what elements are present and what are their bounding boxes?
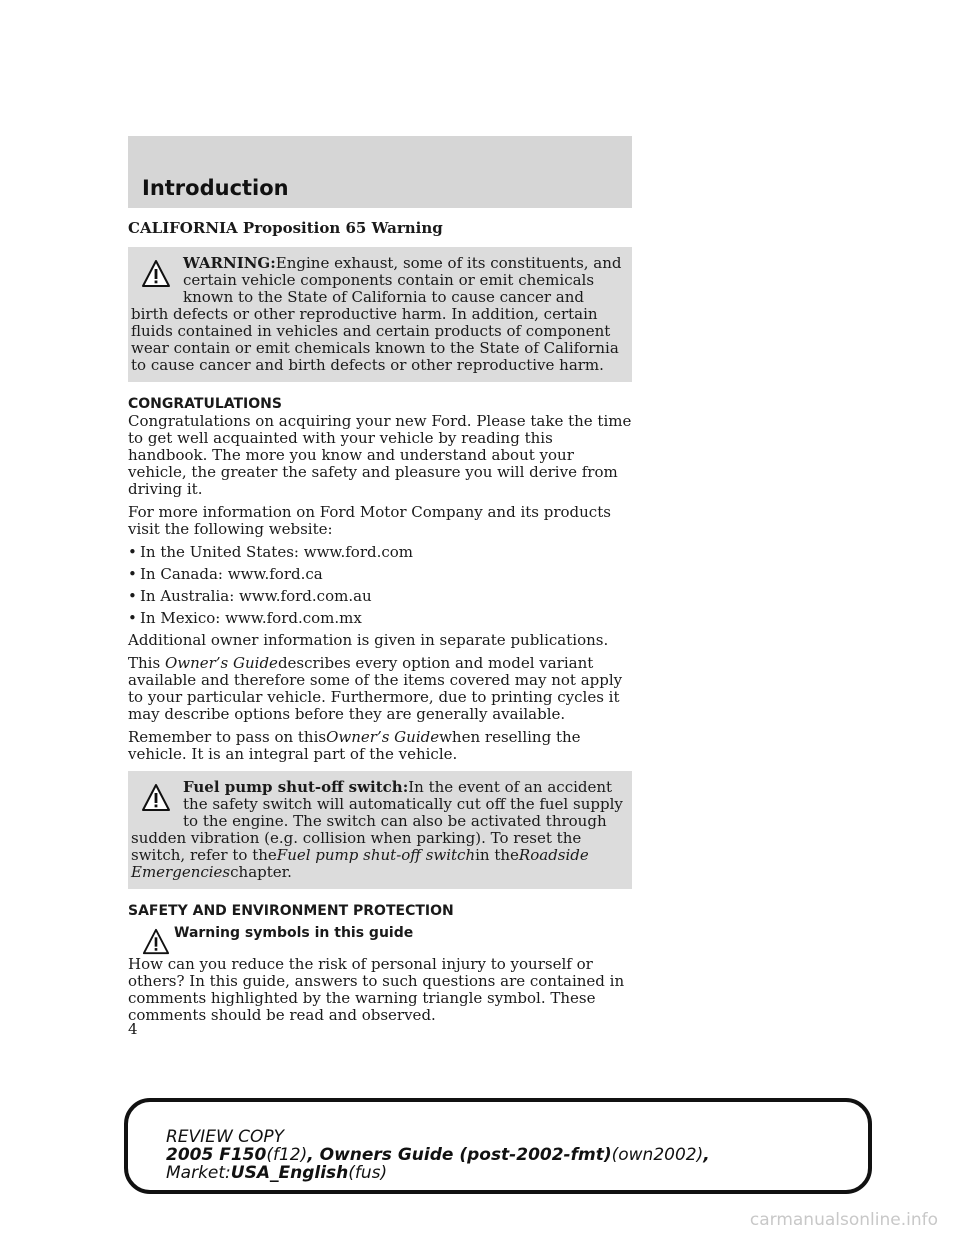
congrats-paragraph-2: For more information on Ford Motor Company and its products visit the following website:	[128, 503, 611, 538]
list-item: • In Australia: www.ford.com.au	[128, 587, 372, 605]
warning-triangle-icon	[142, 928, 170, 956]
congrats-paragraph-5: Remember to pass on thisOwner’s Guidewhen reselling the vehicle. It is an integral part of the vehicle.	[128, 728, 581, 763]
page-content	[128, 220, 632, 1030]
congrats-paragraph-1: Congratulations on acquiring your new Ford. Please take the time to get well acquainted with your vehicle by reading this handbook. The more you know and understand about your vehicle, the greater the safety and pleasure you will derive from driving it.	[128, 412, 632, 498]
congrats-paragraph-3: Additional owner information is given in separate publications.	[128, 631, 609, 649]
section-title: Introduction	[142, 176, 289, 200]
list-item: • In Canada: www.ford.ca	[128, 565, 323, 583]
prop65-heading: CALIFORNIA Proposition 65 Warning	[128, 219, 443, 237]
watermark: carmanualsonline.info	[749, 1210, 938, 1230]
safety-heading: SAFETY AND ENVIRONMENT PROTECTION	[128, 903, 454, 919]
list-item: • In Mexico: www.ford.com.mx	[128, 609, 362, 627]
warning-triangle-icon	[141, 259, 171, 289]
fuel-pump-warning-box: Fuel pump shut-off switch:In the event of an accident the safety switch will automatically cut off the fuel supply to the engine. The switch can also be activated through sudden vibration (e.g. collision when parking). To reset the switch, refer to theFuel pump shut-off switchin theRoadside Emergencieschapter.	[128, 771, 632, 889]
list-item: • In the United States: www.ford.com	[128, 543, 414, 561]
warning-triangle-icon	[141, 783, 171, 813]
congrats-paragraph-4: This Owner’s Guidedescribes every option and model variant available and therefore some of the items covered may not apply to your particular vehicle. Furthermore, due to printing cycles it may describe options before they are generally available.	[128, 654, 623, 723]
prop65-warning-box	[128, 247, 632, 382]
warning-symbols-subheading: Warning symbols in this guide	[128, 924, 632, 950]
fuel-pump-label: Fuel pump shut-off switch:	[183, 778, 409, 796]
congrats-heading: CONGRATULATIONS	[128, 396, 282, 412]
warning-text: Engine exhaust, some of its constituents, and certain vehicle components contain or emit chemicals known to the State of California to cause cancer and birth defects or other reproductive harm. In addition, certain fluids contained in vehicles and certain products of component wear contain or emit chemicals known to the State of California to cause cancer and birth defects or other reproductive harm.	[131, 254, 622, 374]
page-number: 4	[128, 1020, 138, 1038]
warning-label: WARNING:	[183, 254, 276, 272]
safety-paragraph-1: How can you reduce the risk of personal injury to yourself or others? In this guide, answers to such questions are contained in comments highlighted by the warning triangle symbol. These comments should be read and observed.	[128, 955, 625, 1024]
footer-text: REVIEW COPY 2005 F150(f12), Owners Guide (post-2002-fmt)(own2002), Market:USA_English(fus)	[166, 1127, 710, 1183]
